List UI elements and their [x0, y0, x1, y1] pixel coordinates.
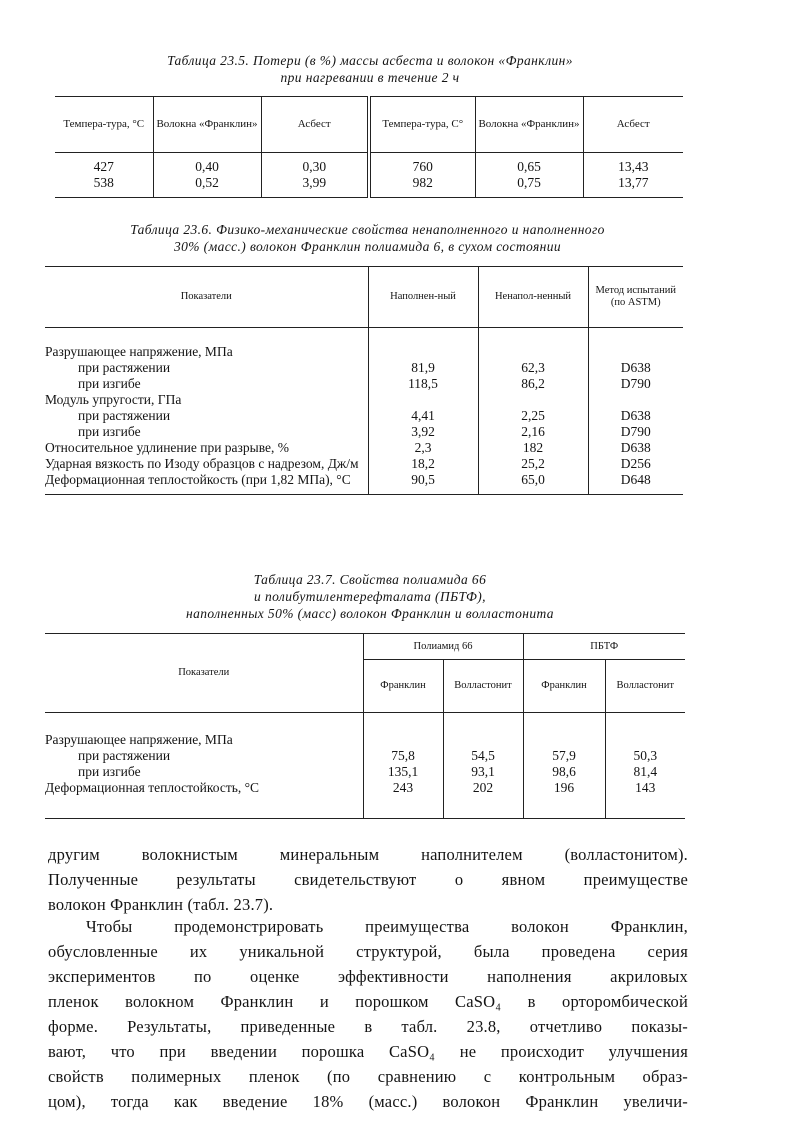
table-row: [45, 713, 685, 749]
text-line: обусловленные их уникальной структурой, была проведена серия: [48, 942, 688, 961]
table-cell: 90,5: [368, 472, 478, 495]
table-cell: 81,4: [605, 764, 685, 780]
cell-value: 0,52: [195, 175, 219, 190]
table-cell: [588, 328, 683, 361]
header-cell: Показатели: [45, 267, 368, 328]
table-row: [45, 376, 683, 392]
table-row: [45, 408, 683, 424]
table-row: [45, 780, 685, 819]
table-header-row: [45, 267, 683, 328]
table-cell: [368, 328, 478, 361]
caption-line: Таблица 23.5. Потери (в %) массы асбеста и волокон «Франклин»: [167, 53, 573, 68]
table-cell: [363, 713, 443, 749]
table-cell: [368, 392, 478, 408]
header-group-cell: ПБТФ: [523, 634, 685, 660]
text-line: Чтобы продемонстрировать преимущества волокон Франклин,: [86, 917, 688, 936]
cell-value: 0,65: [517, 159, 541, 174]
text-line: волокон Франклин (табл. 23.7).: [48, 895, 274, 914]
table-cell: [583, 153, 683, 198]
header-cell: Темпера-тура, °С: [55, 97, 153, 153]
row-label: при изгибе: [78, 764, 141, 779]
header-cell: Ненапол-ненный: [478, 267, 588, 328]
header-cell: Темпера-тура, С°: [369, 97, 475, 153]
table-cell: 65,0: [478, 472, 588, 495]
text-line: экспериментов по оценке эффективности наполнения акриловых: [48, 967, 688, 986]
table-row: [45, 748, 685, 764]
cell-value: 0,75: [517, 175, 541, 190]
table-cell: D648: [588, 472, 683, 495]
table-23-7-caption: [60, 571, 680, 622]
text-line: свойств полимерных пленок (по сравнению с контрольным образ-: [48, 1067, 688, 1086]
table-23-6-caption: [45, 221, 690, 255]
paragraph: [48, 914, 688, 1114]
table-row: [45, 360, 683, 376]
table-cell: [261, 153, 369, 198]
table-cell: [478, 392, 588, 408]
table-row: [45, 472, 683, 495]
table-cell: 75,8: [363, 748, 443, 764]
table-cell: 4,41: [368, 408, 478, 424]
header-cell: Метод испытаний (по ASTM): [588, 267, 683, 328]
header-cell: Волокна «Франклин»: [153, 97, 261, 153]
table-cell: 18,2: [368, 456, 478, 472]
text-line: цом), тогда как введение 18% (масс.) волокон Франклин увеличи-: [48, 1092, 688, 1111]
table-cell: D638: [588, 408, 683, 424]
table-cell: D256: [588, 456, 683, 472]
cell-value: 538: [93, 175, 114, 190]
header-cell: Волластонит: [443, 660, 523, 713]
header-cell: Асбест: [583, 97, 683, 153]
caption-line: 30% (масс.) волокон Франклин полиамида 6, в сухом состоянии: [173, 239, 562, 254]
table-row: [45, 456, 683, 472]
row-label: при изгибе: [78, 424, 141, 439]
table-cell: 86,2: [478, 376, 588, 392]
table-cell: [153, 153, 261, 198]
table-cell: 243: [363, 780, 443, 819]
table-23-6: [45, 266, 683, 495]
text-line: Полученные результаты свидетельствуют о явном преимуществе: [48, 870, 688, 889]
table-23-7: [45, 633, 685, 819]
text-line: форме. Результаты, приведенные в табл. 23.8, отчетливо показы-: [48, 1017, 688, 1036]
caption-line: Таблица 23.6. Физико-механические свойства ненаполненного и наполненного: [130, 222, 605, 237]
caption-line: и полибутилентерефталата (ПБТФ),: [254, 589, 486, 604]
header-cell: Волластонит: [605, 660, 685, 713]
table-cell: 98,6: [523, 764, 605, 780]
table-cell: 202: [443, 780, 523, 819]
text-line: пленок волокном Франклин и порошком CaSO₄ в орторомбической: [48, 992, 688, 1011]
table-cell: 2,25: [478, 408, 588, 424]
table-cell: 50,3: [605, 748, 685, 764]
cell-value: 427: [93, 159, 114, 174]
table-cell: 2,16: [478, 424, 588, 440]
header-cell: Показатели: [45, 634, 363, 713]
table-23-5: [55, 96, 683, 198]
row-label: при изгибе: [78, 376, 141, 391]
table-row: [55, 153, 683, 198]
table-cell: 54,5: [443, 748, 523, 764]
cell-value: 0,30: [302, 159, 327, 174]
table-row: [45, 392, 683, 408]
table-header-row: [55, 97, 683, 153]
row-label: Разрушающее напряжение, МПа: [45, 732, 233, 747]
table-cell: 3,92: [368, 424, 478, 440]
table-cell: [475, 153, 583, 198]
table-cell: D790: [588, 424, 683, 440]
table-cell: 2,3: [368, 440, 478, 456]
row-label: Относительное удлинение при разрыве, %: [45, 440, 289, 455]
table-cell: 57,9: [523, 748, 605, 764]
table-cell: D638: [588, 360, 683, 376]
cell-value: 760: [412, 159, 433, 174]
caption-line: при нагревании в течение 2 ч: [280, 70, 460, 85]
row-label: Деформационная теплостойкость (при 1,82 МПа), °С: [45, 472, 351, 487]
header-cell: Волокна «Франклин»: [475, 97, 583, 153]
caption-line: наполненных 50% (масс) волокон Франклин и волластонита: [186, 606, 554, 621]
table-cell: [588, 392, 683, 408]
table-row: [45, 440, 683, 456]
table-cell: 62,3: [478, 360, 588, 376]
table-cell: [478, 328, 588, 361]
row-label: Разрушающее напряжение, МПа: [45, 344, 233, 359]
row-label: Модуль упругости, ГПа: [45, 392, 182, 407]
table-23-5-caption: [50, 52, 690, 86]
row-label: Ударная вязкость по Изоду образцов с надрезом, Дж/м: [45, 456, 359, 471]
table-cell: 93,1: [443, 764, 523, 780]
table-cell: [443, 713, 523, 749]
text-line: вают, что при введении порошка CaSO₄ не происходит улучшения: [48, 1042, 688, 1061]
table-cell: [369, 153, 475, 198]
table-cell: 118,5: [368, 376, 478, 392]
table-row: [45, 764, 685, 780]
table-row: [45, 328, 683, 361]
row-label: при растяжении: [78, 360, 171, 375]
cell-value: 13,77: [618, 175, 649, 190]
header-cell: Наполнен-ный: [368, 267, 478, 328]
text-line: другим волокнистым минеральным наполнителем (волластонитом).: [48, 845, 688, 864]
row-label: Деформационная теплостойкость, °С: [45, 780, 260, 795]
table-cell: 182: [478, 440, 588, 456]
table-cell: 25,2: [478, 456, 588, 472]
header-group-cell: Полиамид 66: [363, 634, 523, 660]
table-cell: [605, 713, 685, 749]
table-header-row: [45, 634, 685, 660]
cell-value: 13,43: [618, 159, 649, 174]
paragraph-continuation: [48, 842, 688, 917]
table-cell: [55, 153, 153, 198]
cell-value: 0,40: [195, 159, 219, 174]
cell-value: 982: [412, 175, 433, 190]
table-cell: 143: [605, 780, 685, 819]
table-cell: 81,9: [368, 360, 478, 376]
row-label: при растяжении: [78, 748, 171, 763]
table-cell: D790: [588, 376, 683, 392]
caption-line: Таблица 23.7. Свойства полиамида 66: [253, 572, 487, 587]
table-cell: 135,1: [363, 764, 443, 780]
header-cell: Франклин: [363, 660, 443, 713]
header-cell: Франклин: [523, 660, 605, 713]
table-cell: [523, 713, 605, 749]
cell-value: 3,99: [302, 175, 327, 190]
table-cell: D638: [588, 440, 683, 456]
row-label: при растяжении: [78, 408, 171, 423]
table-row: [45, 424, 683, 440]
table-cell: 196: [523, 780, 605, 819]
header-cell: Асбест: [261, 97, 369, 153]
